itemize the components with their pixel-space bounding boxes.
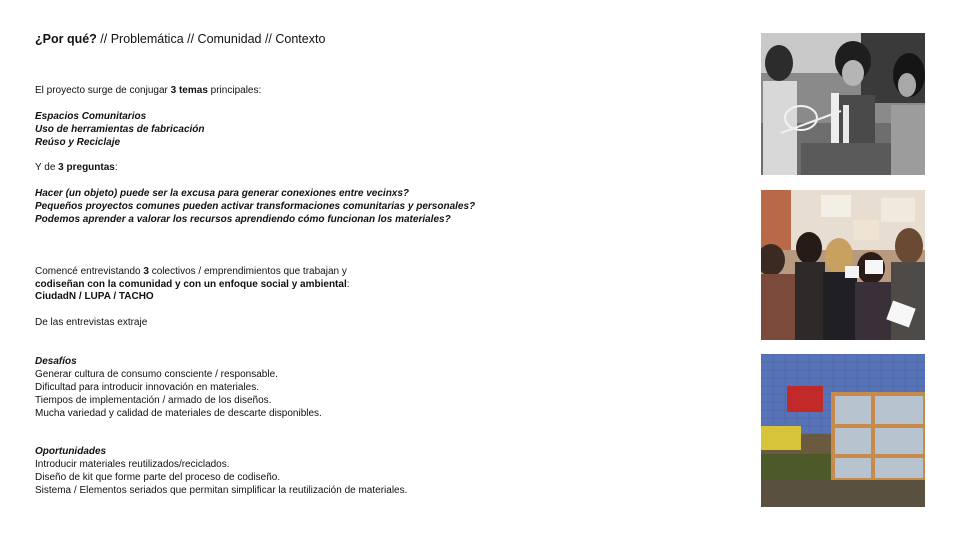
preguntas-intro [35, 162, 735, 175]
entrevistas-bold: 3 [143, 265, 149, 277]
pregunta-item: Pequeños proyectos comunes pueden activar transformaciones comunitarias y personales? [35, 201, 476, 213]
colectivos-list: CiudadN / LUPA / TACHO [35, 291, 154, 303]
intro-bold: 3 temas [170, 85, 208, 96]
entrevistas-enfoque: codiseñan con la comunidad y con un enfoque social y ambiental [35, 278, 347, 290]
tema-item: Reúso y Reciclaje [35, 136, 121, 148]
title-bold: ¿Por qué? [35, 32, 97, 46]
group-meeting-photo [761, 190, 925, 340]
tema-item: Uso de herramientas de fabricación [35, 123, 205, 135]
desafio-item: Dificultad para introducir innovación en materiales. [35, 381, 260, 393]
preguntas-pre: Y de [35, 162, 59, 174]
entrevistas-line-1 [35, 266, 735, 279]
extraje-line: De las entrevistas extraje [35, 317, 148, 329]
entrevistas-colon: : [346, 278, 350, 290]
oportunidades-heading: Oportunidades [35, 446, 107, 458]
entrevistas-line-2 [35, 279, 735, 292]
title-rest: // Problemática // Comunidad // Contexto [96, 32, 326, 46]
intro-post: principales: [207, 85, 262, 96]
oportunidad-item: Diseño de kit que forme parte del proceso de codiseño. [35, 472, 281, 484]
preguntas-post: : [114, 162, 118, 174]
oportunidad-item: Sistema / Elementos seriados que permitan simplificar la reutilización de materiales. [35, 484, 408, 496]
garden-bed-photo [761, 354, 925, 507]
intro-line [35, 85, 735, 98]
workshop-photo [761, 33, 925, 175]
preguntas-bold: 3 preguntas [58, 162, 115, 174]
entrevistas-pre: Comencé entrevistando [35, 265, 144, 277]
intro-pre: El proyecto surge de conjugar [35, 85, 171, 96]
desafios-heading: Desafíos [35, 355, 77, 367]
desafio-item: Mucha variedad y calidad de materiales de descarte disponibles. [35, 407, 322, 419]
entrevistas-post: colectivos / emprendimientos que trabajan y [148, 265, 347, 277]
oportunidad-item: Introducir materiales reutilizados/reciclados. [35, 459, 230, 471]
page-title [35, 32, 325, 46]
desafio-item: Tiempos de implementación / armado de los diseños. [35, 394, 272, 406]
pregunta-item: Podemos aprender a valorar los recursos aprendiendo cómo funcionan los materiales? [35, 214, 451, 226]
tema-item: Espacios Comunitarios [35, 110, 147, 122]
pregunta-item: Hacer (un objeto) puede ser la excusa para generar conexiones entre vecinxs? [35, 188, 410, 200]
body-text [35, 85, 735, 498]
desafio-item: Generar cultura de consumo consciente / responsable. [35, 368, 278, 380]
